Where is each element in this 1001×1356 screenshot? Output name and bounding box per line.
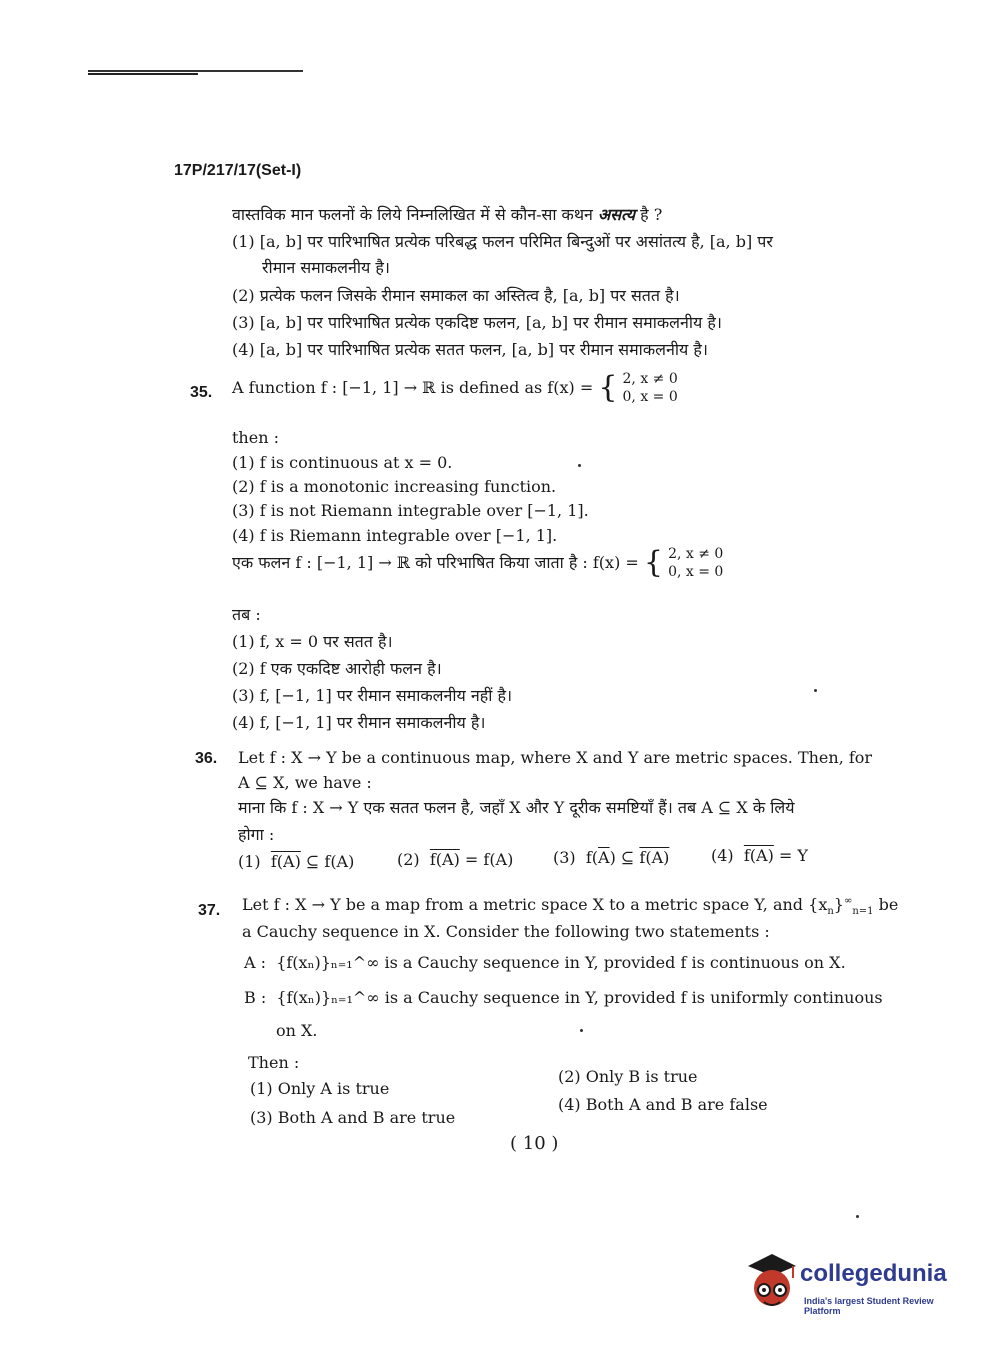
q37-option-4: (4) Both A and B are false: [558, 1095, 768, 1114]
q35-option-4: (4) f is Riemann integrable over [−1, 1].: [232, 526, 558, 545]
q34-option-4: (4) [a, b] पर पारिभाषित प्रत्येक सतत फलन, [a, b] पर रीमान समाकलनीय है।: [232, 340, 708, 359]
q36-option-3: (3) $f(\overline{A})$ ⊆ f(A): [553, 848, 670, 867]
q36-number: 36.: [195, 750, 218, 767]
q35-option-2: (2) f is a monotonic increasing function.: [232, 477, 557, 496]
q36-option-1: (1) f(A) ⊆ f(A): [238, 852, 355, 871]
brand-tagline: India's largest Student Review Platform: [804, 1296, 934, 1316]
q37-line-2: a Cauchy sequence in X. Consider the following two statements :: [242, 922, 770, 941]
q36-option-4: (4) f(A) = Y: [711, 846, 808, 865]
q37-statement-b: B : {f(xₙ)}ₙ₌₁^∞ is a Cauchy sequence in Y, provided f is uniformly continuous: [244, 988, 883, 1007]
q35-piecewise: 2, x ≠ 0 0, x = 0: [622, 371, 678, 406]
collegedunia-watermark: [744, 1250, 964, 1320]
q34-stem-emphasis: असत्य: [598, 205, 636, 224]
q35-option-2-hindi: (2) f एक एकदिष्ट आरोही फलन है।: [232, 659, 442, 678]
q35-stem-hindi: एक फलन f : [−1, 1] → ℝ को परिभाषित किया जाता है : f(x) = { 2, x ≠ 0 0, x = 0: [232, 545, 724, 581]
header-rule: [88, 70, 303, 72]
q35-number: 35.: [190, 384, 213, 401]
q35-piecewise-hindi: 2, x ≠ 0 0, x = 0: [668, 546, 724, 581]
scan-speck: [578, 464, 581, 467]
q35-option-3: (3) f is not Riemann integrable over [−1, 1].: [232, 501, 589, 520]
scan-speck: [814, 689, 817, 692]
q35-stem: A function f : [−1, 1] → ℝ is defined as f(x) = { 2, x ≠ 0 0, x = 0: [232, 370, 678, 406]
q34-option-2: (2) प्रत्येक फलन जिसके रीमान समाकल का अस्तित्व है, [a, b] पर सतत है।: [232, 286, 680, 305]
q37-option-1: (1) Only A is true: [250, 1079, 390, 1098]
brand-name: collegedunia: [800, 1260, 947, 1287]
scan-speck: [856, 1215, 859, 1218]
page-number: ( 10 ): [510, 1133, 559, 1154]
q35-option-1-hindi: (1) f, x = 0 पर सतत है।: [232, 632, 393, 651]
q36-line-4: होगा :: [238, 825, 275, 844]
q35-option-4-hindi: (4) f, [−1, 1] पर रीमान समाकलनीय है।: [232, 713, 486, 732]
q34-option-3: (3) [a, b] पर पारिभाषित प्रत्येक एकदिष्ट फलन, [a, b] पर रीमान समाकलनीय है।: [232, 313, 722, 332]
q35-option-1: (1) f is continuous at x = 0.: [232, 453, 453, 472]
q37-then: Then :: [248, 1053, 300, 1072]
q35-option-3-hindi: (3) f, [−1, 1] पर रीमान समाकलनीय नहीं है।: [232, 686, 513, 705]
q35-then-hindi: तब :: [232, 605, 261, 624]
q37-number: 37.: [198, 902, 221, 919]
scan-speck: [580, 1029, 583, 1032]
q35-brace: {: [598, 370, 618, 406]
q34-option-1: (1) [a, b] पर पारिभाषित प्रत्येक परिबद्ध फलन परिमित बिन्दुओं पर असांतत्य है, [a, b] पर: [232, 232, 773, 251]
q37-option-2: (2) Only B is true: [558, 1067, 698, 1086]
mascot-icon: [744, 1250, 800, 1314]
q36-line-3: माना कि f : X → Y एक सतत फलन है, जहाँ X और Y दूरीक समष्टियाँ हैं। तब A ⊆ X के लिये: [238, 798, 795, 817]
q35-then: then :: [232, 428, 279, 447]
header-rule-thick: [88, 73, 198, 75]
q37-statement-b-cont: on X.: [276, 1021, 318, 1040]
q36-option-2: (2) f(A) = f(A): [397, 850, 514, 869]
paper-code: 17P/217/17(Set-I): [174, 162, 302, 179]
q34-option-1-cont: रीमान समाकलनीय है।: [262, 258, 390, 277]
q36-line-1: Let f : X → Y be a continuous map, where X and Y are metric spaces. Then, for: [238, 748, 873, 767]
q37-line-1: Let f : X → Y be a map from a metric space X to a metric space Y, and $\{x_n\}^\infty_{n=1}$ be: [242, 895, 899, 918]
q37-option-3: (3) Both A and B are true: [250, 1108, 456, 1127]
q36-line-2: A ⊆ X, we have :: [238, 773, 372, 792]
q35-brace-hindi: {: [643, 545, 663, 581]
q34-stem: वास्तविक मान फलनों के लिये निम्नलिखित में से कौन-सा कथन असत्य है ?: [232, 205, 663, 224]
q37-statement-a: A : {f(xₙ)}ₙ₌₁^∞ is a Cauchy sequence in Y, provided f is continuous on X.: [244, 953, 846, 972]
